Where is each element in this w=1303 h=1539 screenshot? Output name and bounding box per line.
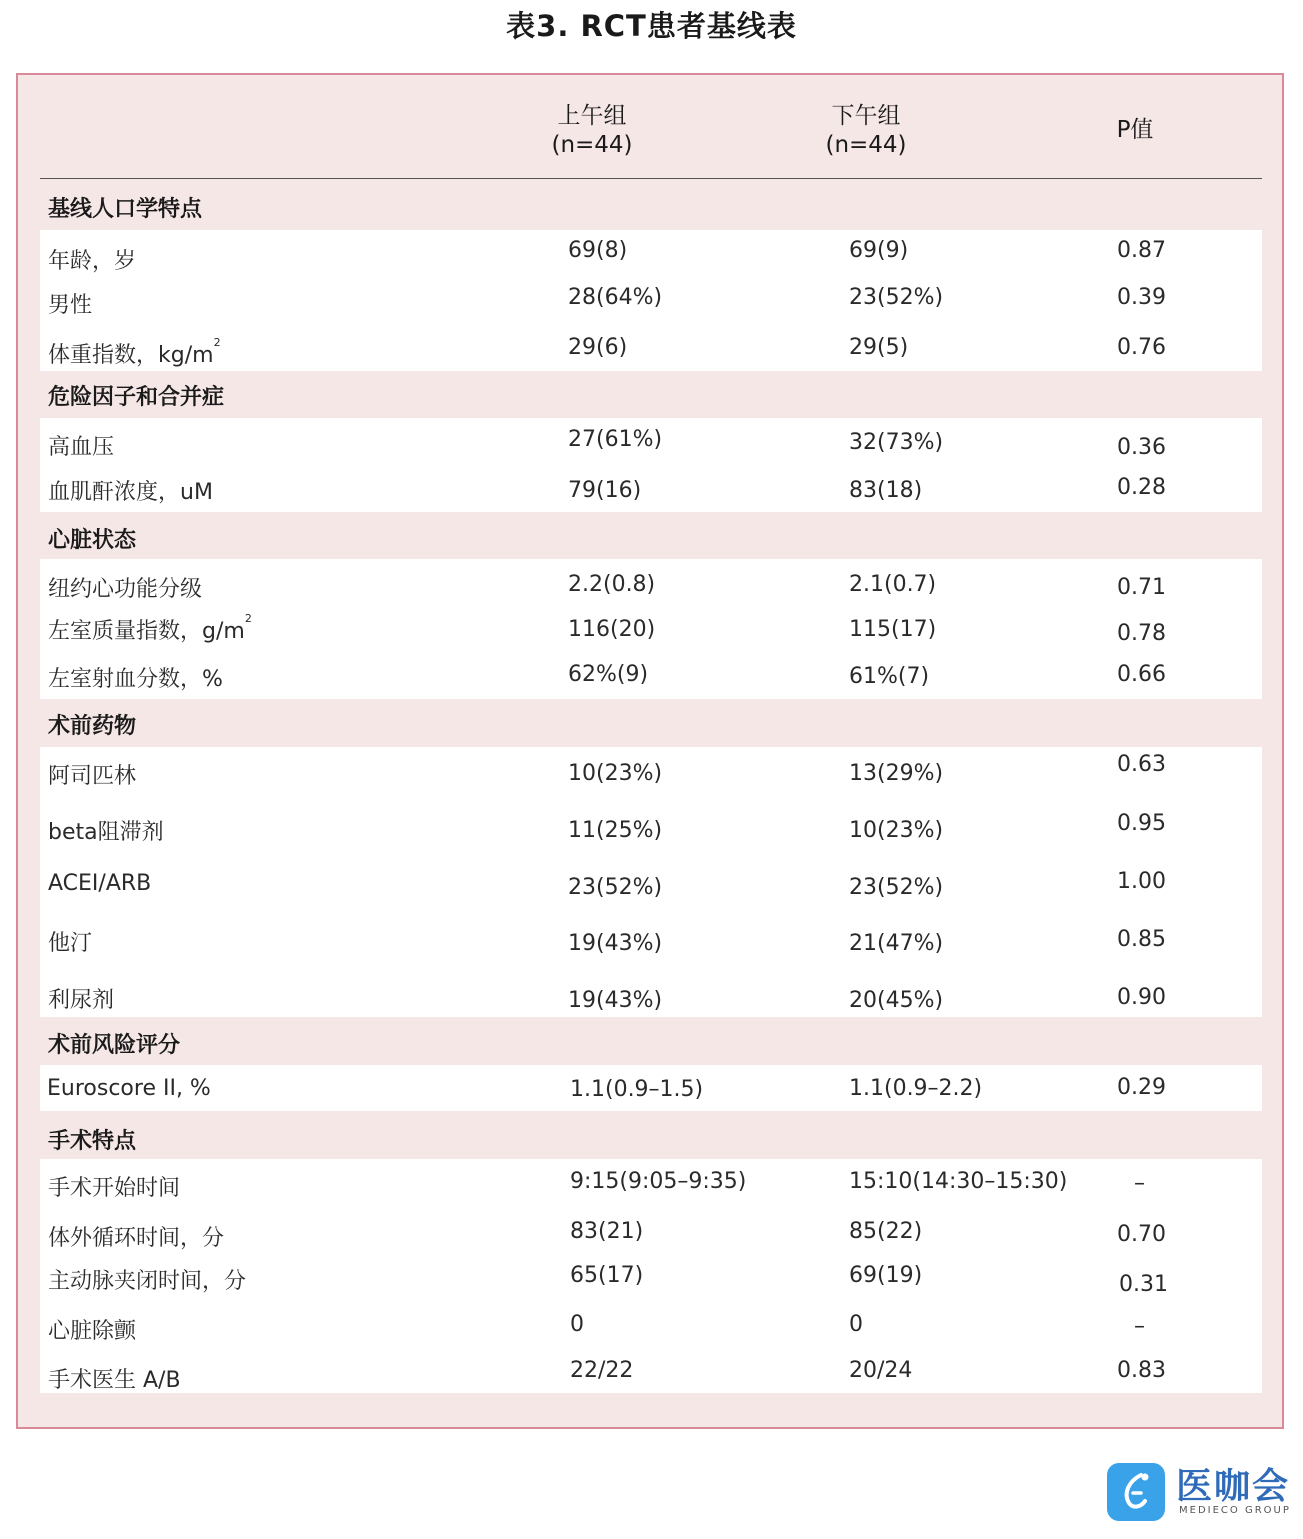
cell-afternoon: 83(18) [849, 478, 923, 503]
superscript-two: 2 [244, 612, 252, 625]
cell-afternoon: 20(45%) [849, 988, 944, 1013]
row-label-lv-mass [48, 614, 252, 645]
cell-afternoon: 23(52%) [849, 285, 944, 310]
cell-morning: 116(20) [568, 617, 656, 642]
cell-morning: 19(43%) [568, 931, 663, 956]
cell-morning: 0 [570, 1312, 584, 1337]
cell-p: 0.78 [1117, 621, 1166, 646]
cell-p: 0.70 [1117, 1222, 1166, 1247]
cell-morning: 65(17) [570, 1263, 644, 1288]
cell-afternoon: 2.1(0.7) [849, 572, 937, 597]
header-p-value: P值 [1116, 117, 1154, 143]
cell-afternoon: 10(23%) [849, 818, 944, 843]
cell-afternoon: 61%(7) [849, 664, 930, 689]
cell-morning: 27(61%) [568, 427, 663, 452]
row-label: 阿司匹林 [48, 764, 137, 789]
cell-p: 0.63 [1117, 752, 1166, 777]
cell-p: – [1134, 1171, 1145, 1196]
cell-p: 0.39 [1117, 285, 1166, 310]
cell-afternoon: 69(19) [849, 1263, 923, 1288]
cell-p: 0.90 [1117, 985, 1166, 1010]
cell-p: 0.66 [1117, 662, 1166, 687]
cell-morning: 28(64%) [568, 285, 663, 310]
cell-p: 0.76 [1117, 335, 1166, 360]
row-label: 体外循环时间，分 [48, 1226, 225, 1251]
cell-morning: 62%(9) [568, 662, 649, 687]
row-label: 年龄，岁 [48, 249, 137, 274]
logo-name: 医咖会 [1176, 1466, 1291, 1507]
section-label-demographics: 基线人口学特点 [48, 197, 203, 222]
cell-morning: 83(21) [570, 1219, 644, 1244]
cell-morning: 1.1(0.9–1.5) [570, 1077, 704, 1102]
header-morning-label: 上午组 [557, 103, 627, 129]
cell-afternoon: 21(47%) [849, 931, 944, 956]
header-afternoon-n: (n=44) [825, 132, 907, 158]
row-label: 他汀 [48, 931, 93, 956]
row-label: beta阻滞剂 [48, 820, 164, 845]
row-label: 纽约心功能分级 [48, 577, 203, 602]
header-morning-group [518, 102, 666, 160]
header-morning-n: (n=44) [551, 132, 633, 158]
cell-p: 0.28 [1117, 475, 1166, 500]
cell-afternoon: 20/24 [849, 1358, 913, 1383]
superscript-two: 2 [213, 336, 221, 349]
section-label-preop-risk-score: 术前风险评分 [48, 1033, 181, 1058]
section-label-risk-factors: 危险因子和合并症 [48, 385, 225, 410]
lv-mass-label-text: 左室质量指数，g/m [48, 619, 245, 644]
cell-p: 0.83 [1117, 1358, 1166, 1383]
row-label: 利尿剂 [48, 988, 115, 1013]
cell-p: 1.00 [1117, 869, 1166, 894]
logo-subtitle: MEDIECO GROUP [1179, 1505, 1291, 1516]
cell-morning: 10(23%) [568, 761, 663, 786]
section-label-cardiac-status: 心脏状态 [48, 528, 137, 553]
row-label: 手术医生 A/B [48, 1368, 181, 1393]
cell-afternoon: 13(29%) [849, 761, 944, 786]
row-label: ACEI/ARB [48, 871, 152, 896]
row-label: 手术开始时间 [48, 1176, 181, 1201]
row-label: 血肌酐浓度，uM [48, 480, 213, 505]
bmi-label-text: 体重指数，kg/m [48, 343, 214, 368]
cell-morning: 22/22 [570, 1358, 634, 1383]
cell-p: 0.95 [1117, 811, 1166, 836]
cell-afternoon: 29(5) [849, 335, 909, 360]
row-label: 男性 [48, 293, 93, 318]
cell-morning: 79(16) [568, 478, 642, 503]
logo-icon [1107, 1463, 1165, 1521]
header-afternoon-group [792, 102, 940, 160]
row-label-bmi [48, 338, 221, 369]
cell-afternoon: 115(17) [849, 617, 937, 642]
cell-afternoon: 69(9) [849, 238, 909, 263]
cell-morning: 29(6) [568, 335, 628, 360]
cell-p: – [1134, 1314, 1145, 1339]
row-label: 主动脉夹闭时间，分 [48, 1269, 247, 1294]
cell-morning: 23(52%) [568, 875, 663, 900]
row-label: 心脏除颤 [48, 1319, 137, 1344]
row-label: 左室射血分数，% [48, 667, 223, 692]
cell-morning: 69(8) [568, 238, 628, 263]
cell-p: 0.85 [1117, 927, 1166, 952]
cell-afternoon: 85(22) [849, 1219, 923, 1244]
row-label: Euroscore II, % [47, 1076, 211, 1101]
cell-morning: 9:15(9:05–9:35) [570, 1169, 747, 1194]
cell-afternoon: 0 [849, 1312, 863, 1337]
table-title: 表3. RCT患者基线表 [506, 9, 797, 43]
section-label-surgery-features: 手术特点 [48, 1129, 137, 1154]
cell-p: 0.31 [1119, 1272, 1168, 1297]
row-label: 高血压 [48, 435, 115, 460]
cell-p: 0.87 [1117, 238, 1166, 263]
cell-p: 0.29 [1117, 1075, 1166, 1100]
section-label-preop-medication: 术前药物 [48, 714, 137, 739]
cell-afternoon: 1.1(0.9–2.2) [849, 1076, 983, 1101]
cell-morning: 11(25%) [568, 818, 663, 843]
cell-afternoon: 15:10(14:30–15:30) [849, 1169, 1068, 1194]
cell-p: 0.71 [1117, 575, 1166, 600]
header-afternoon-label: 下午组 [831, 103, 901, 129]
logo-glyph [1107, 1463, 1165, 1521]
cell-morning: 19(43%) [568, 988, 663, 1013]
cell-p: 0.36 [1117, 435, 1166, 460]
cell-morning: 2.2(0.8) [568, 572, 656, 597]
cell-afternoon: 23(52%) [849, 875, 944, 900]
table-header [40, 96, 1262, 179]
cell-afternoon: 32(73%) [849, 430, 944, 455]
